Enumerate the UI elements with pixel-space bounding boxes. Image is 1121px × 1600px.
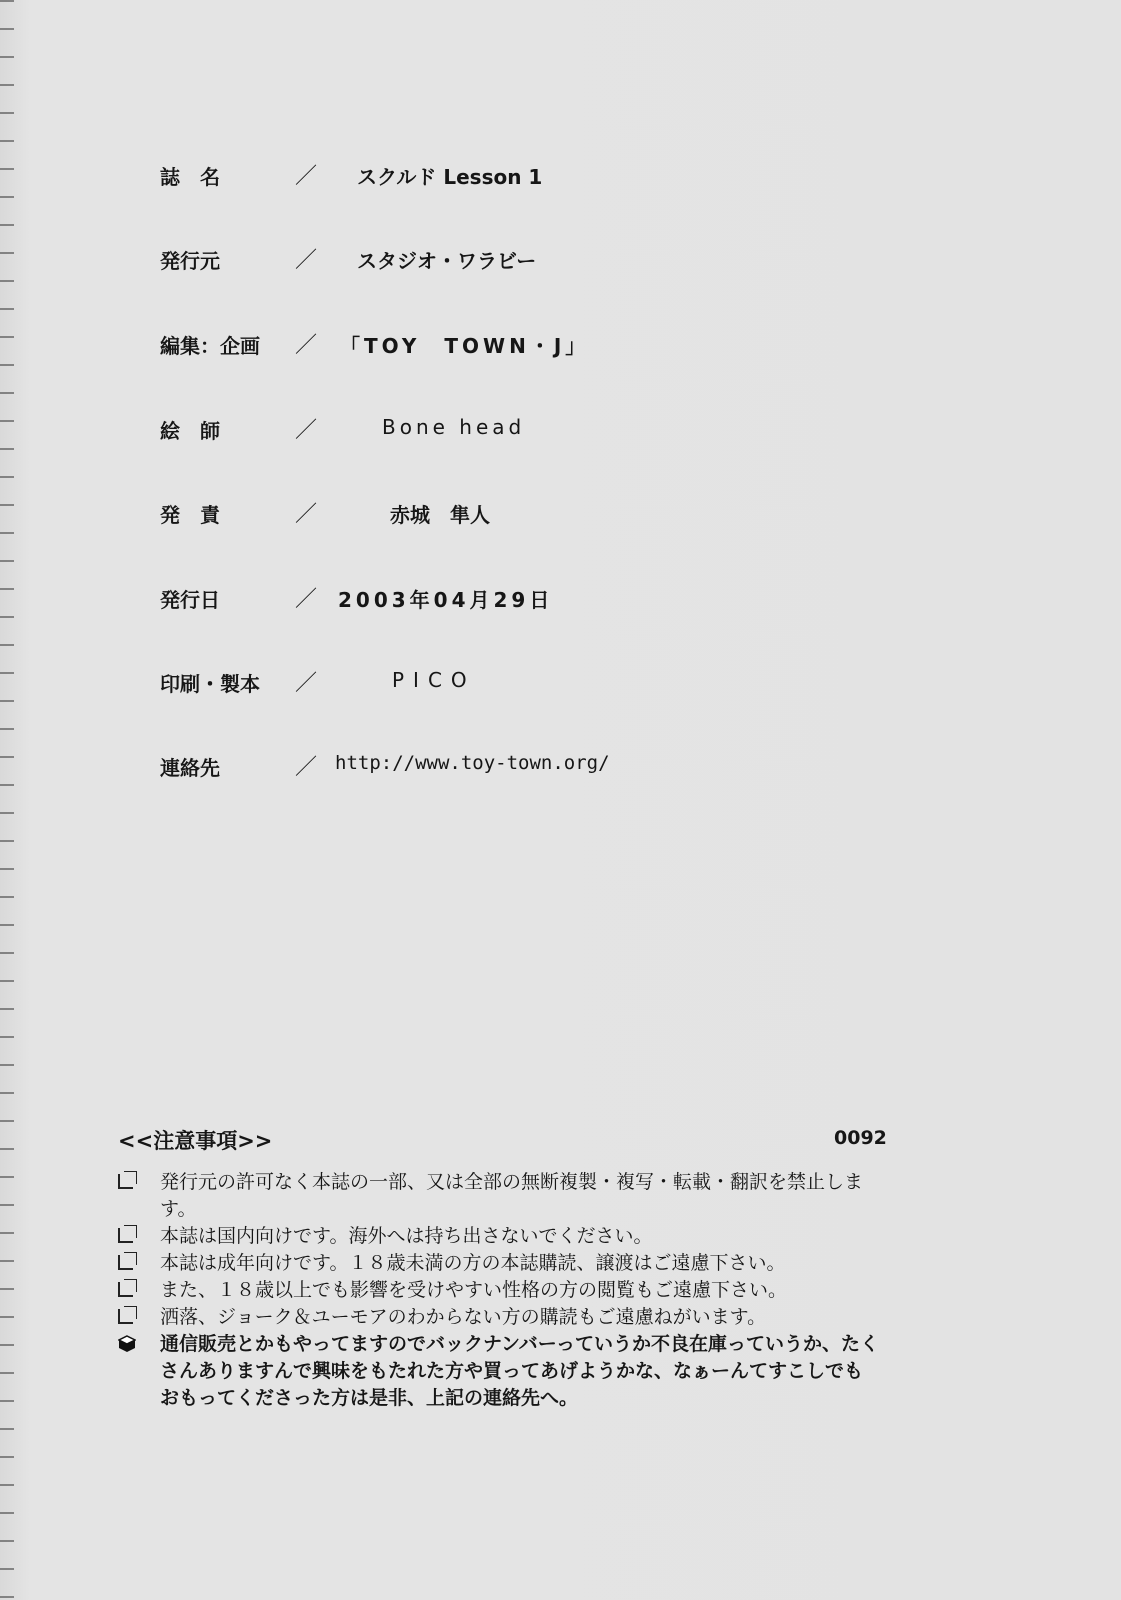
colophon-value: 「TOY TOWN・J」 bbox=[340, 334, 590, 358]
notes-title: <<注意事項>> bbox=[118, 1129, 273, 1153]
note-text: 通信販売とかもやってますのでバックナンバーっていうか不良在庫っていうか、たくさんありますんで興味をもたれた方や買ってあげようかな、なぁーんてすこしでもおもってくださった方は是非、上記の連絡先へ。 bbox=[160, 1333, 879, 1409]
colophon-value: スタジオ・ワラビー bbox=[357, 249, 537, 273]
colophon-value: スクルド Lesson 1 bbox=[357, 165, 543, 189]
note-text: 発行元の許可なく本誌の一部、又は全部の無断複製・複写・転載・翻訳を禁止します。 bbox=[160, 1171, 864, 1220]
colophon-value: Bone head bbox=[382, 415, 526, 439]
colophon-value: PICO bbox=[392, 668, 476, 692]
checkbox-icon bbox=[118, 1309, 133, 1324]
note-text: 洒落、ジョーク＆ユーモアのわからない方の購読もご遠慮ねがいます。 bbox=[160, 1306, 767, 1328]
checkbox-icon bbox=[118, 1228, 133, 1243]
checkbox-icon bbox=[118, 1282, 133, 1297]
colophon-label: 絵 師 bbox=[160, 419, 220, 443]
separator: ／ bbox=[295, 671, 318, 696]
note-text: 本誌は国内向けです。海外へは持ち出さないでください。 bbox=[160, 1225, 653, 1247]
colophon-label: 連絡先 bbox=[160, 756, 220, 780]
colophon-row-publisher bbox=[160, 239, 860, 279]
colophon-row-responsible bbox=[160, 493, 860, 533]
colophon-label: 編集：企画 bbox=[160, 334, 260, 358]
colophon-row-artist bbox=[160, 409, 860, 449]
note-text: また、１８歳以上でも影響を受けやすい性格の方の閲覧もご遠慮下さい。 bbox=[160, 1279, 788, 1301]
checkbox-icon bbox=[118, 1255, 133, 1270]
colophon-row-title bbox=[160, 155, 860, 195]
colophon-label: 印刷・製本 bbox=[160, 672, 260, 696]
page-number: 0092 bbox=[834, 1127, 887, 1149]
separator: ／ bbox=[295, 755, 318, 780]
colophon-value: 赤城 隼人 bbox=[390, 503, 490, 527]
separator: ／ bbox=[295, 248, 318, 273]
colophon-row-editing bbox=[160, 324, 860, 364]
separator: ／ bbox=[295, 502, 318, 527]
note-text: 本誌は成年向けです。１８歳未満の方の本誌購読、譲渡はご遠慮下さい。 bbox=[160, 1252, 786, 1274]
checkbox-icon bbox=[118, 1174, 133, 1189]
colophon-label: 誌 名 bbox=[160, 165, 220, 189]
colophon-label: 発行日 bbox=[160, 588, 220, 612]
separator: ／ bbox=[295, 164, 318, 189]
contact-url: http://www.toy-town.org/ bbox=[335, 752, 610, 774]
colophon-label: 発行元 bbox=[160, 249, 220, 273]
colophon-value: 2003年04月29日 bbox=[338, 588, 554, 612]
colophon-row-contact bbox=[160, 746, 860, 786]
colophon-row-date bbox=[160, 578, 860, 618]
separator: ／ bbox=[295, 587, 318, 612]
colophon-row-printing bbox=[160, 662, 860, 702]
separator: ／ bbox=[295, 418, 318, 443]
separator: ／ bbox=[295, 333, 318, 358]
binding-edge bbox=[0, 0, 14, 1600]
cube-icon bbox=[118, 1335, 136, 1353]
colophon-label: 発 責 bbox=[160, 503, 220, 527]
